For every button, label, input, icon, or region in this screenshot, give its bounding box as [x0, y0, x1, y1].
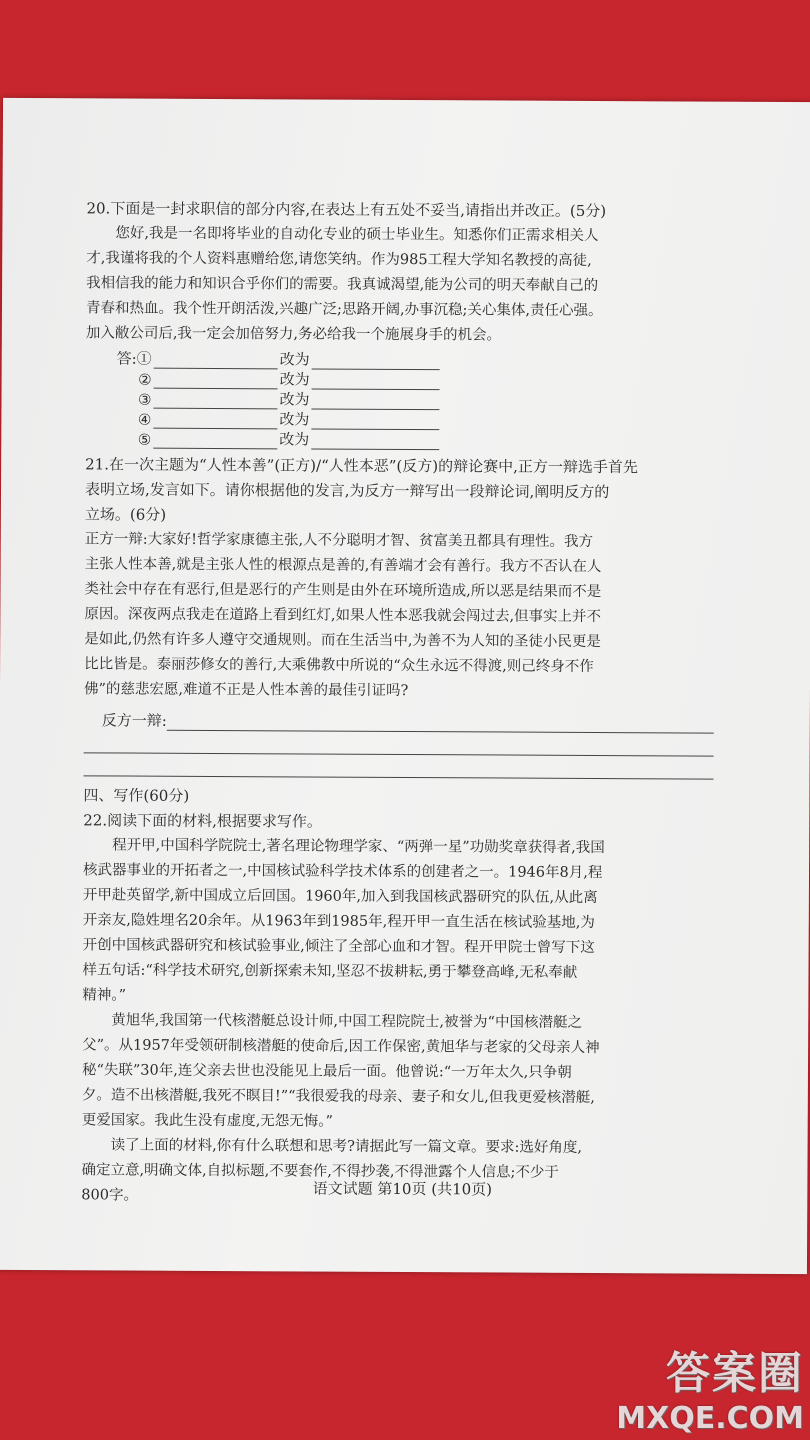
speech-line: 类社会中存在有恶行,但是恶行的产生则是由外在环境所造成,所以恶是结果而不是 — [84, 581, 602, 601]
change-to-label: 改为 — [279, 370, 310, 389]
correction-blank[interactable] — [312, 374, 440, 391]
q20-answer-area — [85, 348, 716, 451]
correction-blank[interactable] — [311, 434, 439, 451]
material-line: 父”。从1957年受领研制核潜艇的使命后,因工作保密,黄旭华与老家的父母亲人神 — [82, 1037, 600, 1057]
speech-line: 是如此,仍然有许多人遵守交通规则。而在生活当中,为善不为人知的圣徒小民更是 — [84, 631, 601, 651]
correction-blank[interactable] — [312, 354, 440, 371]
material-line: 更爱国家。我此生没有虚度,无怨无悔。” — [81, 1112, 334, 1130]
site-watermark — [604, 1326, 804, 1436]
q20-title: 20.下面是一封求职信的部分内容,在表达上有五处不妥当,请指出并改正。(5分) — [86, 199, 607, 221]
page-footer: 语文试题 第10页 (共10页) — [312, 1179, 493, 1199]
requirement-line: 读了上面的材料,你有什么联想和思考?请据此写一篇文章。要求:选好角度, — [110, 1137, 583, 1156]
material-line: 开创中国核武器研究和核试验事业,倾注了全部心血和才智。程开甲院士曾写下这 — [82, 937, 595, 956]
material-line: 秘“失联”30年,连父亲去世也没能见上最后一面。他曾说:“一万年太久,只争朝 — [81, 1062, 572, 1081]
material-line: 黄旭华,我国第一代核潜艇总设计师,中国工程院院士,被誉为“中国核潜艇之 — [111, 1012, 583, 1031]
answer-row — [85, 428, 715, 451]
letter-line: 青春和热血。我个性开朗活泼,兴趣广泛;思路开阔,办事沉稳;关心集体,责任心强。 — [85, 300, 603, 320]
answer-number: ① — [136, 349, 152, 368]
q21-title-line: 立场。(6分) — [84, 505, 167, 524]
change-to-label: 改为 — [279, 430, 310, 449]
q21-rebuttal-area — [84, 706, 714, 779]
answer-prefix: 答: — [116, 349, 137, 368]
rebuttal-first-line — [84, 706, 714, 733]
watermark-cn: 答案圈 — [666, 1348, 804, 1399]
change-to-label: 改为 — [279, 390, 310, 409]
answer-number: ③ — [137, 390, 152, 409]
rebuttal-label: 反方一辩: — [101, 711, 167, 730]
speech-line: 佛”的慈悲宏愿,难道不正是人性本善的最佳引证吗? — [83, 681, 409, 700]
correction-blank[interactable] — [311, 394, 439, 411]
answer-row — [85, 388, 715, 411]
exam-paper — [0, 98, 810, 1274]
requirement-line: 800字。 — [81, 1187, 139, 1204]
answer-number: ⑤ — [137, 430, 152, 449]
q21-speech — [84, 527, 715, 705]
rebuttal-blank[interactable] — [84, 753, 714, 779]
speech-line: 主张人性本善,就是主张人性的根源点是善的,有善端才会有善行。我方不否认在人 — [84, 556, 602, 576]
section-title: 四、写作(60分) — [83, 786, 190, 805]
speech-line: 正方一辩:大家好!哲学家康德主张,人不分聪明才智、贫富美丑都具有理性。我方 — [84, 531, 594, 550]
original-blank[interactable] — [153, 413, 277, 430]
original-blank[interactable] — [154, 373, 278, 390]
material-line: 开甲赴英留学,新中国成立后回国。1960年,加入到我国核武器研究的队伍,从此离 — [82, 887, 598, 907]
change-to-label: 改为 — [279, 350, 310, 369]
q22-material — [81, 833, 713, 1211]
speech-line: 原因。深夜两点我走在道路上看到红灯,如果人性本恶我就会闯过去,但事实上并不 — [84, 606, 602, 626]
letter-line: 才,我谨将我的个人资料惠赠给您,请您笑纳。作为985工程大学知名教授的高徒, — [86, 250, 592, 269]
answer-row — [86, 368, 716, 391]
material-line: 核武器事业的开拓者之一,中国核试验科学技术体系的创建者之一。1946年8月,程 — [82, 862, 603, 882]
original-blank[interactable] — [154, 353, 278, 370]
requirement-line: 确定立意,明确文体,自拟标题,不要套作,不得抄袭,不得泄露个人信息;不少于 — [81, 1162, 559, 1181]
q20-letter — [86, 221, 717, 349]
correction-blank[interactable] — [311, 414, 439, 431]
letter-line: 我相信我的能力和知识合乎你们的需要。我真诚渴望,能为公司的明天奉献自己的 — [86, 275, 599, 295]
answer-row — [86, 348, 716, 371]
answer-number: ④ — [137, 410, 152, 429]
change-to-label: 改为 — [279, 410, 310, 429]
page-content — [81, 196, 716, 1211]
original-blank[interactable] — [153, 433, 277, 450]
answer-label — [86, 347, 154, 368]
speech-line: 比比皆是。泰丽莎修女的善行,大乘佛教中所说的“众生永远不得渡,则己终身不作 — [84, 656, 594, 675]
material-line: 样五句话:“科学技术研究,创新探索未知,坚忍不拔耕耘,勇于攀登高峰,无私奉献 — [82, 962, 578, 981]
q22-title: 22.阅读下面的材料,根据要求写作。 — [83, 811, 322, 831]
material-line: 程开甲,中国科学院院士,著名理论物理学家、“两弹一星”功勋奖章获得者,我国 — [112, 837, 605, 857]
letter-line: 您好,我是一名即将毕业的自动化专业的硕士毕业生。知悉你们正需求相关人 — [115, 225, 599, 245]
answer-row — [85, 408, 715, 431]
rebuttal-blank[interactable] — [167, 715, 714, 734]
answer-number: ② — [138, 370, 152, 389]
watermark-en: MXQE.COM — [616, 1401, 804, 1436]
material-line: 开亲友,隐姓埋名20余年。从1963年到1985年,程开甲一直生活在核试验基地,为 — [82, 912, 595, 931]
material-line: 精神。” — [82, 987, 127, 1004]
material-line: 夕。造不出核潜艇,我死不瞑目!”“我很爱我的母亲、妻子和女儿,但我更爱核潜艇, — [81, 1087, 595, 1106]
q21-title-line: 表明立场,发言如下。请你根据他的发言,为反方一辩写出一段辩论词,阐明反方的 — [84, 480, 610, 502]
original-blank[interactable] — [153, 393, 277, 410]
letter-line: 加入敝公司后,我一定会加倍努力,务必给我一个施展身手的机会。 — [85, 325, 502, 344]
rebuttal-blank[interactable] — [84, 730, 714, 756]
q21-title-line: 21.在一次主题为“人性本善”(正方)/“人性本恶”(反方)的辩论赛中,正方一辩选手首先 — [85, 455, 638, 477]
